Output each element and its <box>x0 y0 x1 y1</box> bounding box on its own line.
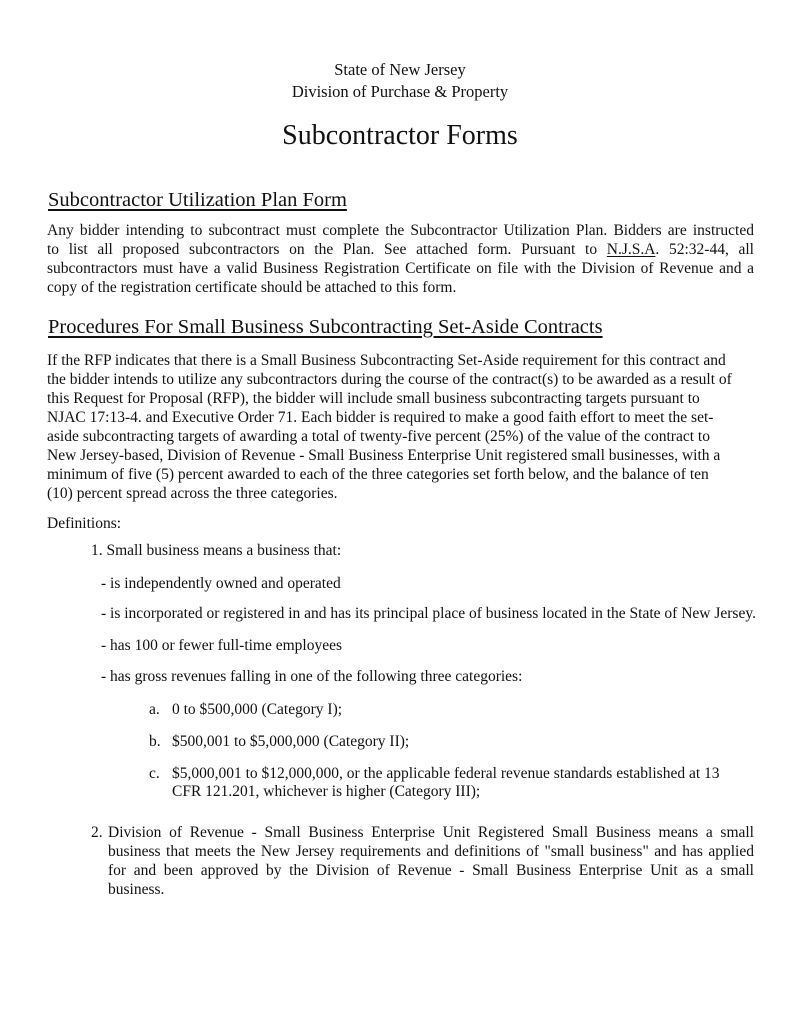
paragraph-line: the bidder intends to utilize any subcontractors during the course of the contract(s) to be awarded as a result of <box>47 371 732 388</box>
category-text: $500,001 to $5,000,000 (Category II); <box>172 733 410 750</box>
division-name: Division of Purchase & Property <box>291 82 509 101</box>
text: . 52:32-44, all <box>655 241 754 258</box>
paragraph-line: Any bidder intending to subcontract must complete the Subcontractor Utilization Plan. Bidders are instructed <box>47 222 754 239</box>
category-marker: c. <box>149 765 160 782</box>
definition-item-1: 1. Small business means a business that: <box>91 542 342 559</box>
definition-item-2-number: 2. <box>91 824 103 841</box>
definitions-label: Definitions: <box>47 515 122 532</box>
paragraph-line: aside subcontracting targets of awarding a total of twenty-five percent (25%) of the value of the contract to <box>47 428 710 445</box>
category-marker: b. <box>149 733 161 750</box>
page-title: Subcontractor Forms <box>282 120 518 151</box>
state-name: State of New Jersey <box>334 60 466 79</box>
paragraph-line: for and been approved by the Division of Revenue - Small Business Enterprise Unit as a small <box>108 862 754 879</box>
paragraph-line: If the RFP indicates that there is a Small Business Subcontracting Set-Aside requirement for this contract and <box>47 352 726 369</box>
paragraph-line: business. <box>108 881 165 898</box>
category-text: CFR 121.201, whichever is higher (Category III); <box>172 783 481 800</box>
paragraph-line: Division of Revenue - Small Business Enterprise Unit Registered Small Business means a small <box>108 824 754 841</box>
definition-bullet: - has gross revenues falling in one of the following three categories: <box>101 668 523 685</box>
definition-bullet: - is independently owned and operated <box>101 575 341 592</box>
category-marker: a. <box>149 701 160 718</box>
paragraph-line: (10) percent spread across the three categories. <box>47 485 338 502</box>
section-heading-set-aside: Procedures For Small Business Subcontracting Set-Aside Contracts <box>48 316 603 338</box>
definition-bullet: - is incorporated or registered in and has its principal place of business located in the State of New Jersey. <box>101 605 756 622</box>
paragraph-line: copy of the registration certificate should be attached to this form. <box>47 279 457 296</box>
definition-bullet: - has 100 or fewer full-time employees <box>101 637 343 654</box>
section-heading-utilization-plan: Subcontractor Utilization Plan Form <box>48 189 347 211</box>
paragraph-line: minimum of five (5) percent awarded to each of the three categories set forth below, and the balance of ten <box>47 466 709 483</box>
category-text: $5,000,001 to $12,000,000, or the applicable federal revenue standards established at 13 <box>172 765 720 782</box>
paragraph-line <box>47 240 754 259</box>
paragraph-line: business that meets the New Jersey requirements and definitions of "small business" and has applied <box>108 843 754 860</box>
paragraph-line: this Request for Proposal (RFP), the bidder will include small business subcontracting targets pursuant to <box>47 390 700 407</box>
paragraph-line: NJAC 17:13-4. and Executive Order 71. Each bidder is required to make a good faith effort to meet the set- <box>47 409 714 426</box>
category-text: 0 to $500,000 (Category I); <box>172 701 343 718</box>
paragraph-line: subcontractors must have a valid Business Registration Certificate on file with the Division of Revenue and a <box>47 260 754 277</box>
njsa-link[interactable]: N.J.S.A <box>606 241 656 258</box>
text: to list all proposed subcontractors on the Plan. See attached form. Pursuant to <box>47 241 607 258</box>
paragraph-line: New Jersey-based, Division of Revenue - Small Business Enterprise Unit registered small businesses, with a <box>47 447 721 464</box>
